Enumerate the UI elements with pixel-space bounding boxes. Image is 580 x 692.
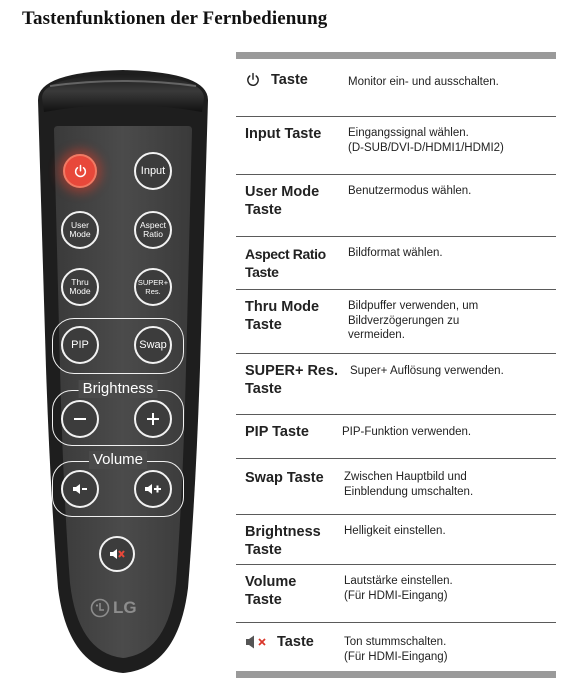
super-res-button-label: SUPER+ Res. [137,278,169,296]
table-row-super-res [236,354,556,415]
function-table [236,52,556,678]
minus-icon [69,408,91,430]
thru-mode-button-label: Thru Mode [69,277,91,296]
table-bottom-rule [236,671,556,678]
brightness-label: Brightness [79,380,158,398]
page-title: Tastenfunktionen der Fernbedienung [22,8,328,29]
row-desc: Bildformat wählen. [348,247,443,259]
brightness-up-button[interactable] [134,400,172,438]
lg-logo [90,598,137,618]
row-key: PIP Taste [245,424,309,440]
table-row-pip [236,415,556,459]
row-key: Swap Taste [245,470,324,486]
row-desc: Lautstärke einstellen. (Für HDMI-Eingang) [344,575,453,602]
brightness-down-button[interactable] [61,400,99,438]
table-row-input [236,117,556,175]
row-key: Thru Mode Taste [245,299,320,333]
mute-icon [245,635,271,649]
row-key: Volume Taste [245,574,297,608]
pip-button-label: PIP [71,338,89,351]
mute-button[interactable] [99,536,135,572]
table-row-power [236,59,556,117]
volume-up-icon [142,478,164,500]
row-desc: Zwischen Hauptbild und Einblendung umschalten. [344,471,474,498]
remote-control [28,68,218,680]
row-key-text: Taste [277,634,314,650]
input-button-label: Input [140,164,166,177]
table-row-aspect-ratio [236,237,556,290]
thru-mode-button[interactable] [61,268,99,306]
lg-face-icon [90,598,110,618]
row-desc: Bildpuffer verwenden, um Bildverzögerungen zu vermeiden. [348,300,479,341]
row-desc: Super+ Auflösung verwenden. [350,365,504,377]
row-key: Input Taste [245,126,322,142]
row-desc: Eingangssignal wählen. (D-SUB/DVI-D/HDMI1/HDMI2) [348,127,504,154]
table-row-mute [236,623,556,671]
volume-label: Volume [89,451,147,469]
power-button[interactable] [63,154,97,188]
table-row-swap [236,459,556,515]
aspect-ratio-button[interactable] [134,211,172,249]
lg-brand-text: LG [113,598,137,617]
row-desc: Ton stummschalten. (Für HDMI-Eingang) [344,636,448,663]
row-key: Brightness Taste [245,524,321,558]
volume-down-button[interactable] [61,470,99,508]
swap-button[interactable] [134,326,172,364]
row-key-text: Taste [271,72,308,88]
aspect-ratio-button-label: Aspect Ratio [140,220,166,239]
table-row-volume [236,565,556,623]
row-key: SUPER+ Res. Taste [245,363,339,397]
table-top-rule [236,52,556,59]
table-row-brightness [236,515,556,565]
power-icon [245,72,261,88]
user-mode-button[interactable] [61,211,99,249]
plus-icon [142,408,164,430]
row-key [245,71,345,89]
row-key: User Mode Taste [245,184,320,218]
table-row-thru-mode [236,290,556,354]
row-desc: Monitor ein- und ausschalten. [348,76,499,88]
row-key [245,633,345,651]
row-desc: Helligkeit einstellen. [344,525,446,537]
remote-body [28,68,218,680]
swap-button-label: Swap [139,338,167,351]
row-key: Aspect Ratio Taste [245,246,326,280]
super-res-button[interactable] [134,268,172,306]
power-icon [73,164,88,179]
volume-up-button[interactable] [134,470,172,508]
pip-button[interactable] [61,326,99,364]
table-row-user-mode [236,175,556,237]
mute-icon [106,543,128,565]
user-mode-button-label: User Mode [69,220,91,239]
row-desc: Benutzermodus wählen. [348,185,472,197]
input-button[interactable] [134,152,172,190]
row-desc: PIP-Funktion verwenden. [342,426,472,438]
volume-down-icon [69,478,91,500]
